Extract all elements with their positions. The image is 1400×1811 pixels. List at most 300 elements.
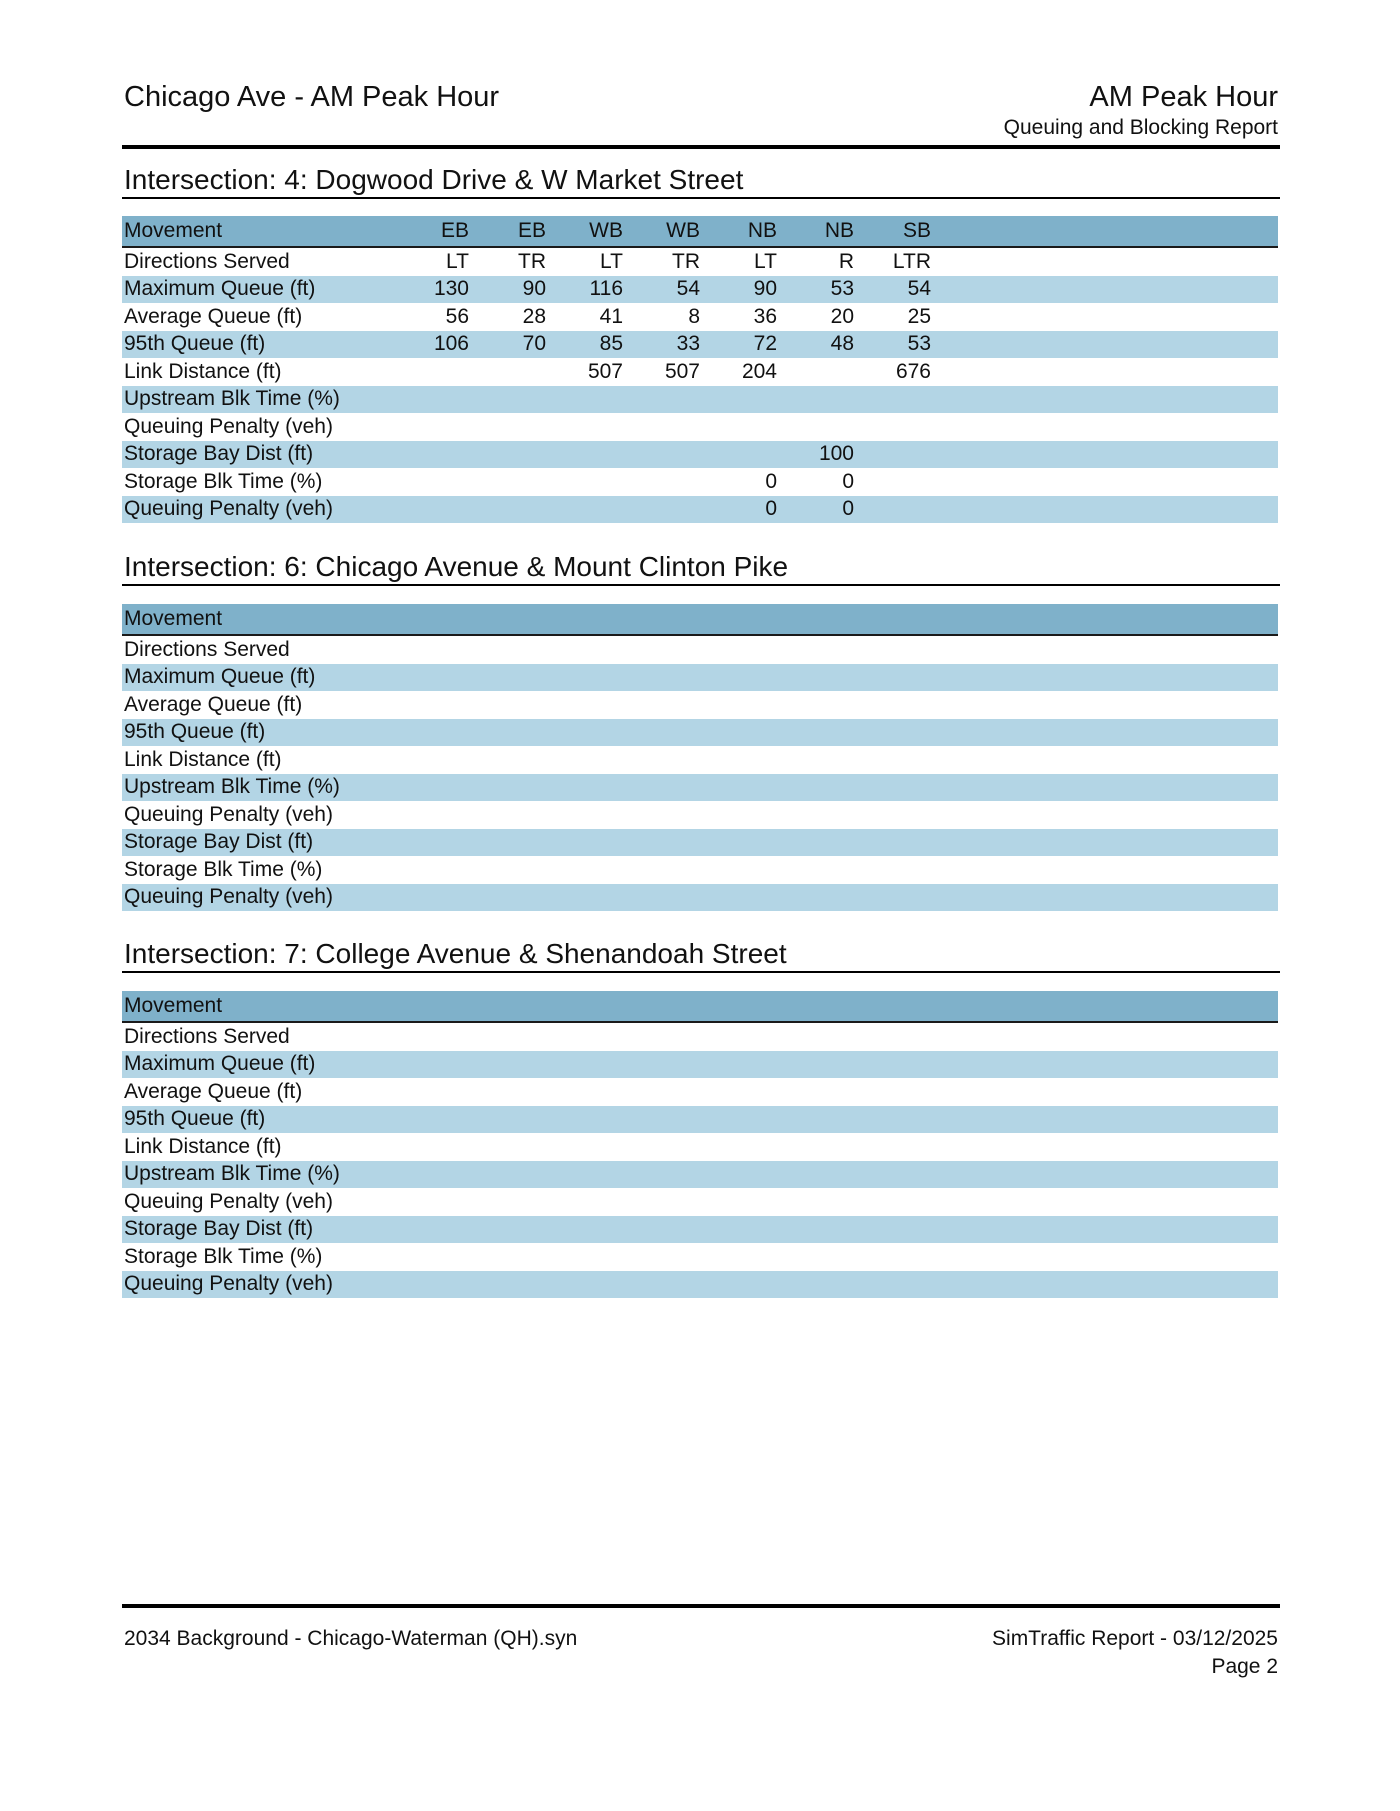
row-filler [931, 1271, 1278, 1299]
table-cell [700, 691, 777, 719]
table-cell [546, 719, 623, 747]
row-filler [931, 496, 1278, 524]
column-header: NB [700, 216, 777, 247]
table-cell [469, 1133, 546, 1161]
table-cell [546, 1051, 623, 1079]
row-filler [931, 1078, 1278, 1106]
table-row [122, 1106, 1278, 1134]
table-cell [392, 691, 469, 719]
table-cell [392, 386, 469, 414]
row-filler [931, 884, 1278, 912]
header-filler [931, 991, 1278, 1022]
table-cell [777, 664, 854, 692]
column-header: WB [623, 216, 700, 247]
table-cell: 53 [777, 276, 854, 304]
table-cell [392, 1243, 469, 1271]
table-cell: 41 [599, 304, 623, 328]
table-cell [469, 1216, 546, 1244]
table-cell: TR [672, 249, 700, 273]
table-header-row [122, 216, 1278, 247]
row-label: Upstream Blk Time (%) [122, 1161, 392, 1189]
table-cell [469, 691, 546, 719]
table-cell [777, 1078, 854, 1106]
column-header [623, 604, 700, 635]
table-cell [392, 468, 469, 496]
column-header: WB [546, 216, 623, 247]
table-cell [392, 746, 469, 774]
table-cell [469, 884, 546, 912]
table-cell [700, 1133, 777, 1161]
row-label: Maximum Queue (ft) [122, 1051, 392, 1079]
table-cell [777, 1216, 854, 1244]
table-cell: 72 [700, 331, 777, 359]
row-label: Upstream Blk Time (%) [122, 386, 392, 414]
table-row [122, 1188, 1278, 1216]
table-cell [623, 1106, 700, 1134]
table-cell [469, 1243, 546, 1271]
table-row [122, 1243, 1278, 1271]
header-filler [931, 216, 1278, 247]
row-filler [931, 746, 1278, 774]
report-type: Queuing and Blocking Report [1003, 116, 1278, 139]
row-filler [931, 691, 1278, 719]
table-cell [777, 856, 854, 884]
intersection-title: Intersection: 4: Dogwood Drive & W Market Street [124, 164, 744, 195]
table-cell [392, 1078, 469, 1106]
table-cell [700, 1216, 777, 1244]
table-row [122, 1022, 1278, 1051]
column-header [623, 991, 700, 1022]
table-cell [854, 1243, 931, 1271]
table-cell [700, 1271, 777, 1299]
row-filler [931, 719, 1278, 747]
table-cell: 33 [623, 331, 700, 359]
row-label: Storage Bay Dist (ft) [122, 1216, 392, 1244]
table-cell [469, 1078, 546, 1106]
column-header [854, 604, 931, 635]
header-filler [931, 604, 1278, 635]
table-row [122, 413, 1278, 441]
row-label: Directions Served [124, 249, 290, 273]
table-cell [700, 1022, 777, 1051]
table-cell: LT [754, 249, 777, 273]
table-row [122, 1078, 1278, 1106]
table-cell [546, 856, 623, 884]
row-filler [931, 331, 1278, 359]
table-cell: 0 [777, 496, 854, 524]
table-cell [469, 746, 546, 774]
table-cell [777, 1271, 854, 1299]
row-label: Queuing Penalty (veh) [122, 884, 392, 912]
table-cell: 676 [895, 359, 931, 383]
table-cell [854, 774, 931, 802]
row-label: Maximum Queue (ft) [122, 664, 392, 692]
table-cell [854, 1161, 931, 1189]
table-cell [546, 1106, 623, 1134]
row-filler [931, 1106, 1278, 1134]
table-cell [854, 829, 931, 857]
table-cell: 90 [700, 276, 777, 304]
table-cell: 100 [777, 441, 854, 469]
table-cell [469, 441, 546, 469]
table-cell: 70 [469, 331, 546, 359]
column-header: SB [854, 216, 931, 247]
table-cell [623, 1022, 700, 1051]
table-cell [392, 413, 469, 441]
table-cell [623, 441, 700, 469]
column-header [546, 604, 623, 635]
table-row [122, 1161, 1278, 1189]
table-cell [623, 691, 700, 719]
table-cell [623, 856, 700, 884]
table-cell [469, 358, 546, 386]
table-cell [854, 1022, 931, 1051]
table-row [122, 691, 1278, 719]
table-cell [392, 829, 469, 857]
table-cell [700, 1161, 777, 1189]
table-row [122, 247, 1278, 276]
section-rule [122, 584, 1280, 586]
table-row [122, 468, 1278, 496]
table-cell [777, 358, 854, 386]
table-cell [700, 664, 777, 692]
row-filler [931, 1133, 1278, 1161]
table-cell [777, 774, 854, 802]
table-cell [546, 1188, 623, 1216]
table-cell: 8 [688, 304, 700, 328]
table-cell [469, 856, 546, 884]
row-label: Storage Blk Time (%) [124, 1244, 323, 1268]
table-cell [469, 664, 546, 692]
table-cell [777, 1051, 854, 1079]
table-cell [469, 1161, 546, 1189]
column-header [392, 991, 469, 1022]
table-cell [546, 1133, 623, 1161]
table-cell [392, 664, 469, 692]
table-cell [469, 386, 546, 414]
queue-table [122, 604, 1278, 911]
footer-right [992, 1625, 1278, 1681]
table-cell [623, 1216, 700, 1244]
table-row [122, 276, 1278, 304]
row-filler [931, 247, 1278, 276]
table-cell [700, 774, 777, 802]
table-cell [777, 386, 854, 414]
column-header [777, 604, 854, 635]
table-cell [854, 856, 931, 884]
table-cell [546, 829, 623, 857]
table-cell [623, 829, 700, 857]
table-cell [854, 691, 931, 719]
row-label: Link Distance (ft) [124, 747, 282, 771]
table-cell [392, 1216, 469, 1244]
table-cell [854, 1133, 931, 1161]
table-cell [700, 1188, 777, 1216]
row-label: Storage Bay Dist (ft) [122, 441, 392, 469]
row-filler [931, 386, 1278, 414]
row-filler [931, 276, 1278, 304]
table-cell [623, 496, 700, 524]
intersection-title: Intersection: 6: Chicago Avenue & Mount Clinton Pike [124, 551, 789, 582]
table-cell [777, 1243, 854, 1271]
table-cell [623, 664, 700, 692]
table-cell [392, 358, 469, 386]
table-cell [777, 635, 854, 664]
row-label: Link Distance (ft) [124, 359, 282, 383]
column-header [546, 991, 623, 1022]
file-name: 2034 Background - Chicago-Waterman (QH).syn [124, 1627, 578, 1650]
table-cell [392, 441, 469, 469]
table-cell: 507 [664, 359, 700, 383]
table-row [122, 331, 1278, 359]
column-header [469, 991, 546, 1022]
table-cell [392, 1161, 469, 1189]
intersection-title: Intersection: 7: College Avenue & Shenandoah Street [124, 938, 787, 969]
table-cell [777, 413, 854, 441]
table-row [122, 746, 1278, 774]
table-cell [854, 468, 931, 496]
table-cell [623, 719, 700, 747]
table-cell [469, 468, 546, 496]
row-label: Queuing Penalty (veh) [122, 1271, 392, 1299]
table-cell: 53 [854, 331, 931, 359]
column-header [700, 604, 777, 635]
column-header: EB [469, 216, 546, 247]
row-filler [931, 468, 1278, 496]
table-cell [700, 719, 777, 747]
column-header [469, 604, 546, 635]
table-cell [777, 1188, 854, 1216]
row-filler [931, 801, 1278, 829]
row-label: Queuing Penalty (veh) [122, 496, 392, 524]
column-header [392, 604, 469, 635]
report-title: Chicago Ave - AM Peak Hour [124, 81, 500, 113]
table-cell: 54 [854, 276, 931, 304]
column-header: NB [777, 216, 854, 247]
table-cell [546, 468, 623, 496]
section-rule [122, 197, 1280, 199]
table-cell [777, 1022, 854, 1051]
table-cell: 106 [392, 331, 469, 359]
table-cell [700, 1106, 777, 1134]
row-label: Storage Bay Dist (ft) [122, 829, 392, 857]
period-title: AM Peak Hour [1089, 81, 1278, 113]
row-label: Maximum Queue (ft) [122, 276, 392, 304]
table-cell [623, 801, 700, 829]
table-cell [469, 801, 546, 829]
row-filler [931, 1161, 1278, 1189]
row-filler [931, 413, 1278, 441]
table-cell [700, 746, 777, 774]
table-cell [546, 1271, 623, 1299]
table-cell [854, 441, 931, 469]
table-row [122, 1051, 1278, 1079]
row-filler [931, 1188, 1278, 1216]
table-cell [623, 1161, 700, 1189]
row-label: Average Queue (ft) [124, 692, 303, 716]
table-cell [854, 386, 931, 414]
table-row [122, 635, 1278, 664]
table-cell [392, 1051, 469, 1079]
table-cell [623, 1051, 700, 1079]
row-label: Upstream Blk Time (%) [122, 774, 392, 802]
table-cell: 116 [546, 276, 623, 304]
table-cell [392, 719, 469, 747]
table-cell [623, 746, 700, 774]
table-cell [777, 1161, 854, 1189]
row-label: Queuing Penalty (veh) [124, 1189, 333, 1213]
row-label: 95th Queue (ft) [122, 331, 392, 359]
table-cell [623, 884, 700, 912]
table-cell [392, 496, 469, 524]
table-cell: 48 [777, 331, 854, 359]
table-cell [854, 884, 931, 912]
table-row [122, 719, 1278, 747]
row-filler [931, 303, 1278, 331]
table-cell [392, 1271, 469, 1299]
column-header: EB [392, 216, 469, 247]
table-cell [623, 413, 700, 441]
table-cell [392, 884, 469, 912]
row-label: Directions Served [124, 1024, 290, 1048]
table-cell [854, 801, 931, 829]
table-row [122, 774, 1278, 802]
table-cell [623, 1078, 700, 1106]
table-cell [777, 829, 854, 857]
table-cell [392, 856, 469, 884]
table-cell: 0 [765, 469, 777, 493]
table-cell [546, 746, 623, 774]
row-filler [931, 856, 1278, 884]
row-filler [931, 441, 1278, 469]
table-cell [392, 1022, 469, 1051]
table-cell [546, 664, 623, 692]
table-cell [777, 719, 854, 747]
table-cell [777, 691, 854, 719]
table-cell [546, 496, 623, 524]
table-cell: 28 [522, 304, 546, 328]
table-cell: LT [446, 249, 469, 273]
column-header-movement: Movement [122, 216, 392, 247]
table-cell [546, 441, 623, 469]
table-cell [469, 1271, 546, 1299]
table-cell [623, 1188, 700, 1216]
table-cell [777, 1133, 854, 1161]
table-row [122, 358, 1278, 386]
table-cell [546, 386, 623, 414]
table-cell [469, 829, 546, 857]
table-cell [777, 746, 854, 774]
column-header [777, 991, 854, 1022]
row-label: Queuing Penalty (veh) [124, 414, 333, 438]
table-cell [392, 635, 469, 664]
table-row [122, 303, 1278, 331]
table-cell: LTR [892, 249, 931, 273]
table-cell: 85 [546, 331, 623, 359]
row-filler [931, 1022, 1278, 1051]
table-cell [469, 1051, 546, 1079]
table-cell [623, 1243, 700, 1271]
table-cell [700, 1243, 777, 1271]
row-label: 95th Queue (ft) [122, 1106, 392, 1134]
table-cell: 56 [445, 304, 469, 328]
table-cell [854, 746, 931, 774]
table-row [122, 1133, 1278, 1161]
table-cell [546, 691, 623, 719]
section-rule [122, 971, 1280, 973]
column-header-movement: Movement [122, 604, 392, 635]
table-cell [854, 1271, 931, 1299]
table-cell [854, 1106, 931, 1134]
table-cell [546, 1243, 623, 1271]
column-header [854, 991, 931, 1022]
table-cell [469, 1106, 546, 1134]
table-cell: 0 [842, 469, 854, 493]
table-cell [777, 801, 854, 829]
table-row [122, 884, 1278, 912]
table-header-row [122, 991, 1278, 1022]
table-cell: 0 [700, 496, 777, 524]
table-cell [546, 1078, 623, 1106]
table-cell [700, 441, 777, 469]
table-cell [623, 468, 700, 496]
row-filler [931, 1243, 1278, 1271]
row-filler [931, 1051, 1278, 1079]
report-header-right [1004, 80, 1278, 142]
table-cell [469, 1188, 546, 1216]
row-filler [931, 1216, 1278, 1244]
table-cell [623, 1271, 700, 1299]
table-row [122, 829, 1278, 857]
table-row [122, 441, 1278, 469]
table-cell [469, 774, 546, 802]
table-cell [392, 1106, 469, 1134]
table-cell [700, 635, 777, 664]
table-cell [392, 1188, 469, 1216]
table-cell [854, 1051, 931, 1079]
row-label: Link Distance (ft) [124, 1134, 282, 1158]
table-cell [546, 413, 623, 441]
column-header-movement: Movement [122, 991, 392, 1022]
table-cell [623, 635, 700, 664]
table-cell [700, 1051, 777, 1079]
table-cell [546, 884, 623, 912]
row-label: Directions Served [124, 637, 290, 661]
table-cell [546, 774, 623, 802]
table-cell [469, 1022, 546, 1051]
table-cell: 130 [392, 276, 469, 304]
table-cell [392, 1133, 469, 1161]
table-cell [469, 413, 546, 441]
row-filler [931, 829, 1278, 857]
table-cell [546, 1161, 623, 1189]
table-cell [777, 884, 854, 912]
table-cell: 36 [753, 304, 777, 328]
table-cell [392, 801, 469, 829]
row-label: Storage Blk Time (%) [124, 469, 323, 493]
table-cell [700, 856, 777, 884]
table-cell: 20 [830, 304, 854, 328]
table-cell [546, 635, 623, 664]
row-filler [931, 358, 1278, 386]
table-cell [546, 1022, 623, 1051]
page-number: Page 2 [1211, 1655, 1278, 1678]
table-cell [700, 829, 777, 857]
table-cell [854, 664, 931, 692]
table-cell [700, 386, 777, 414]
table-row [122, 386, 1278, 414]
table-cell [469, 496, 546, 524]
